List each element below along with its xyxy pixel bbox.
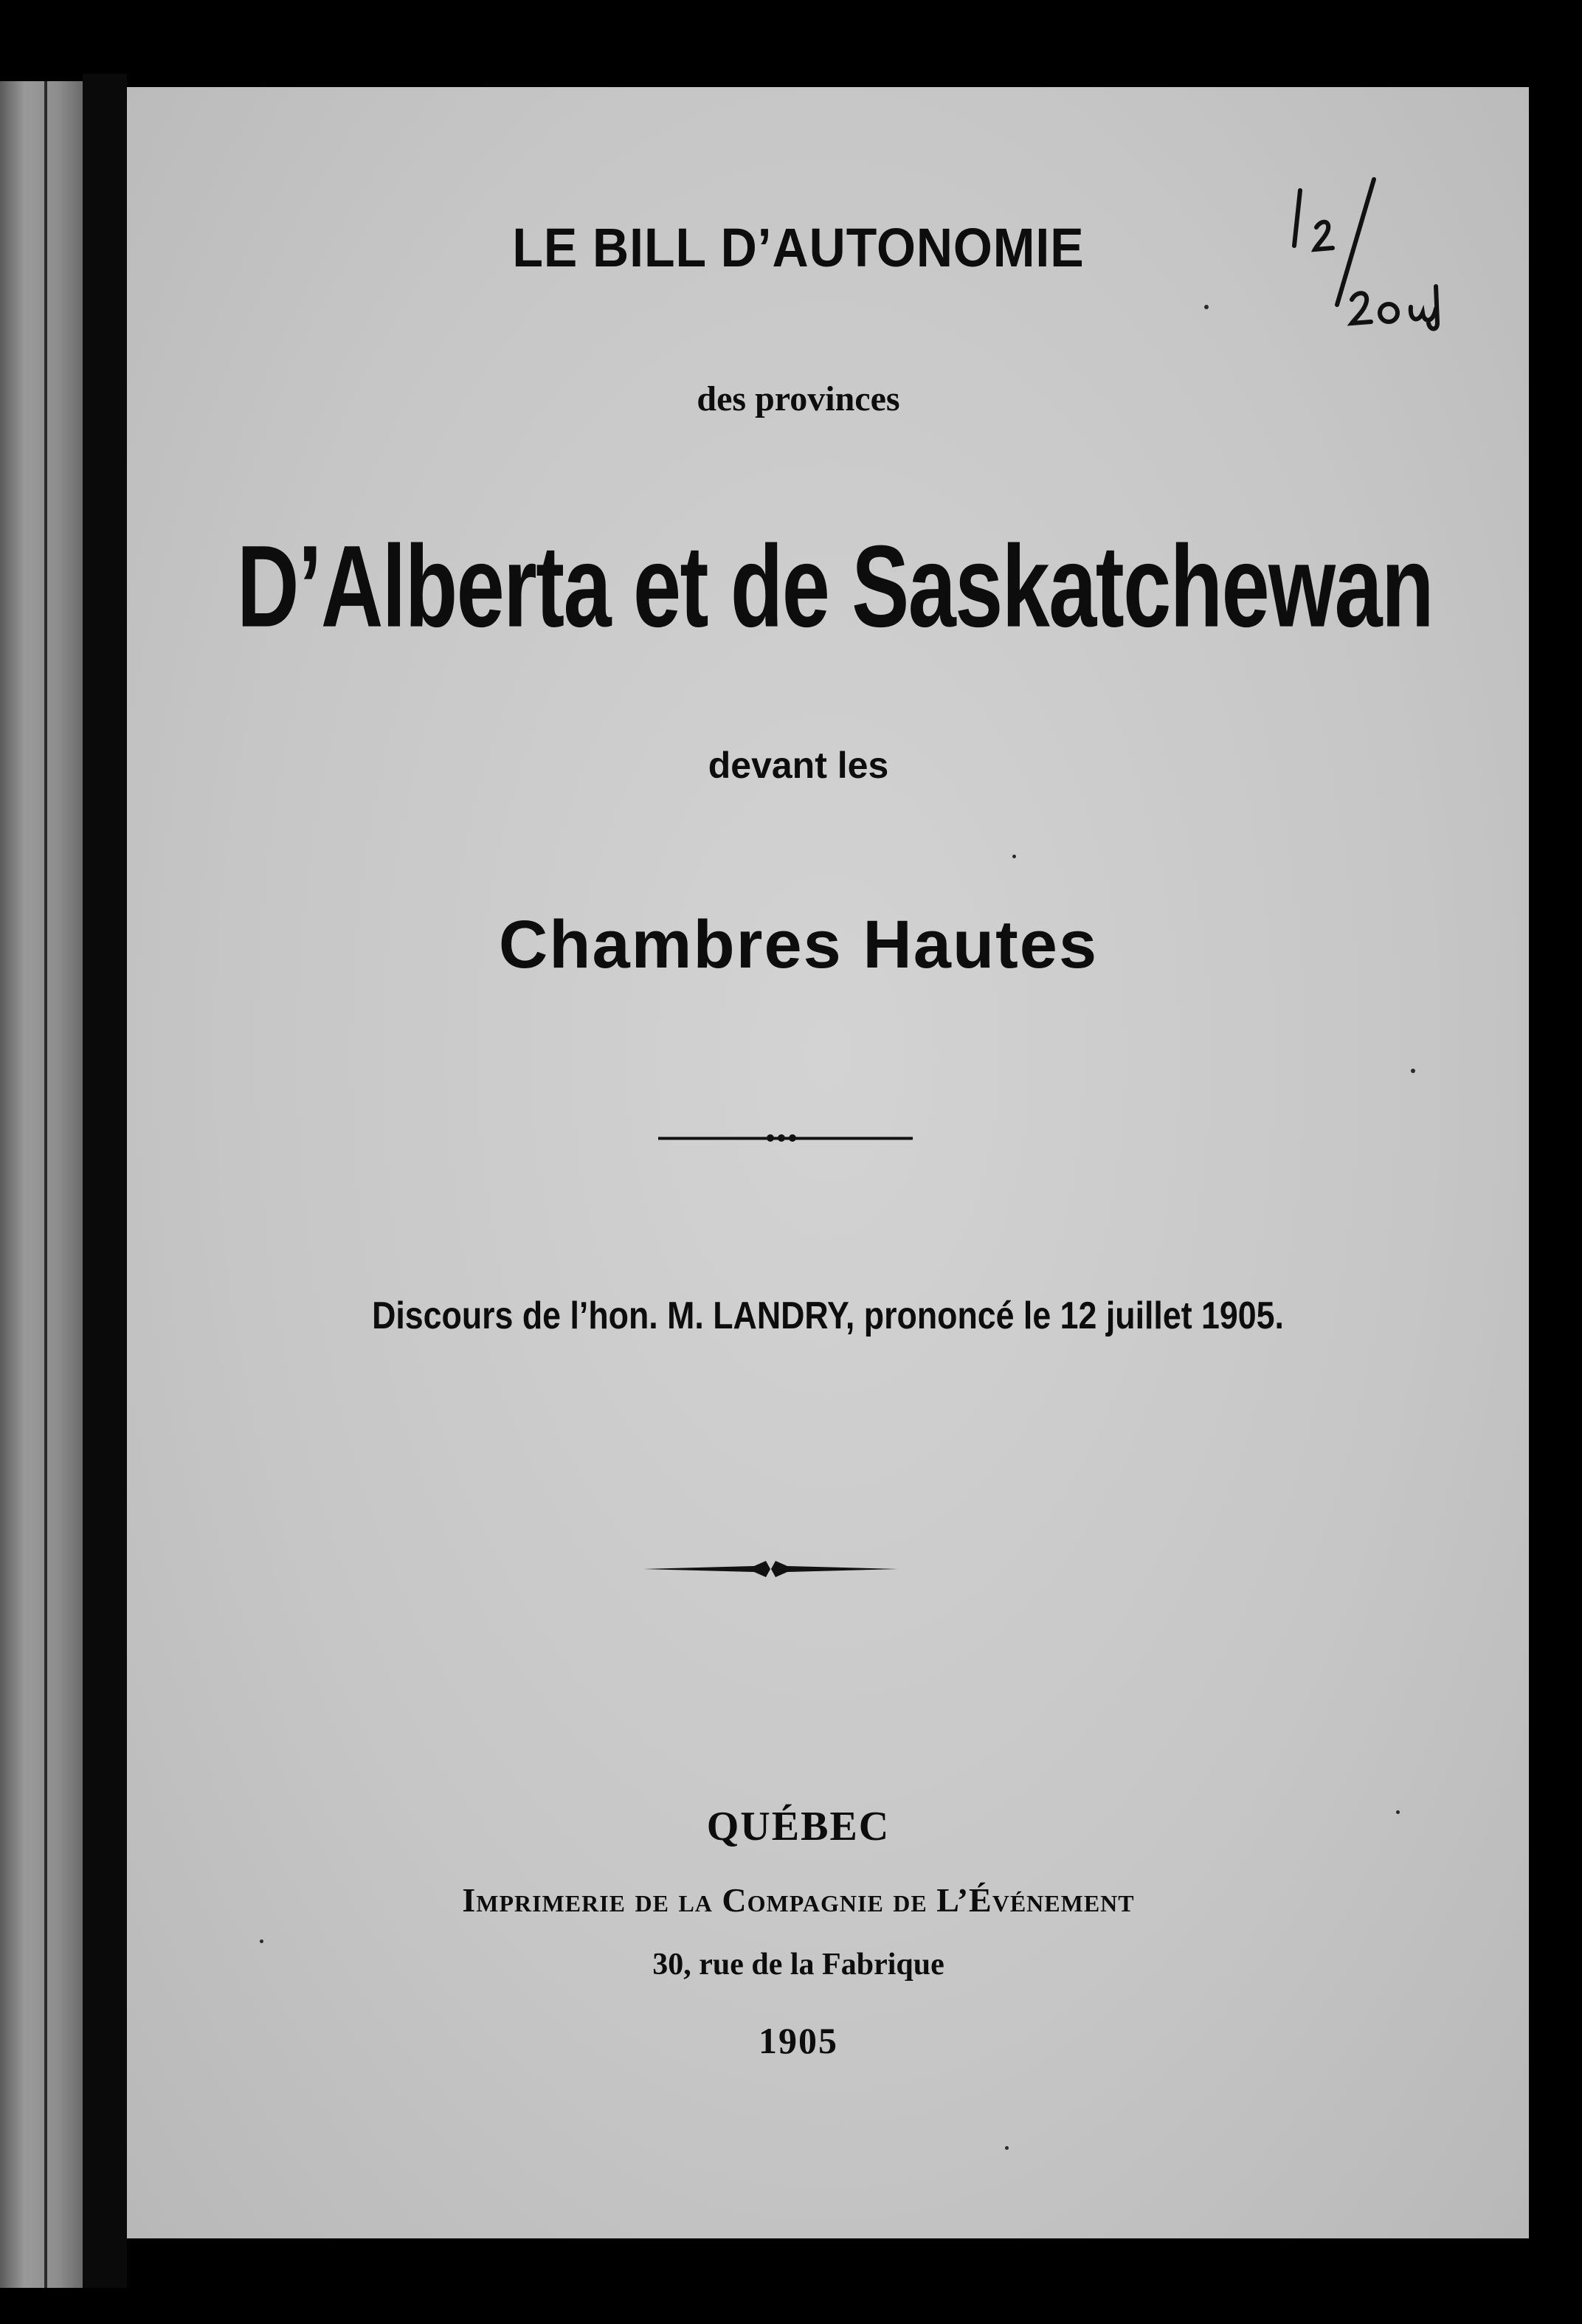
title-line: LE BILL D’AUTONOMIE xyxy=(512,217,1085,278)
ornamental-rule-dots xyxy=(658,1134,913,1142)
ornamental-rule-tapered xyxy=(643,1559,898,1579)
printer-line: Imprimerie de la Compagnie de L’Événement xyxy=(462,1881,1135,1919)
city-line: QUÉBEC xyxy=(706,1804,891,1849)
page-fold-line xyxy=(44,81,47,2288)
main-title: D’Alberta et de Saskatchewan xyxy=(237,520,1433,652)
chambres-line: Chambres Hautes xyxy=(498,907,1099,982)
scan-speck xyxy=(1012,855,1016,858)
scan-speck xyxy=(1204,305,1209,309)
scan-speck xyxy=(1005,2146,1009,2150)
year-line: 1905 xyxy=(759,2020,838,2061)
scan-speck xyxy=(1396,1810,1400,1814)
devant-line: devant les xyxy=(708,745,889,786)
scan-speck xyxy=(1411,1069,1415,1073)
address-line: 30, rue de la Fabrique xyxy=(652,1948,944,1982)
title-page xyxy=(127,87,1529,2238)
previous-page-edge xyxy=(0,81,83,2288)
subtitle-line: des provinces xyxy=(697,379,900,418)
discours-line: Discours de l’hon. M. LANDRY, prononcé le 12 juillet 1905. xyxy=(372,1294,1284,1337)
scan-speck xyxy=(260,1939,263,1943)
